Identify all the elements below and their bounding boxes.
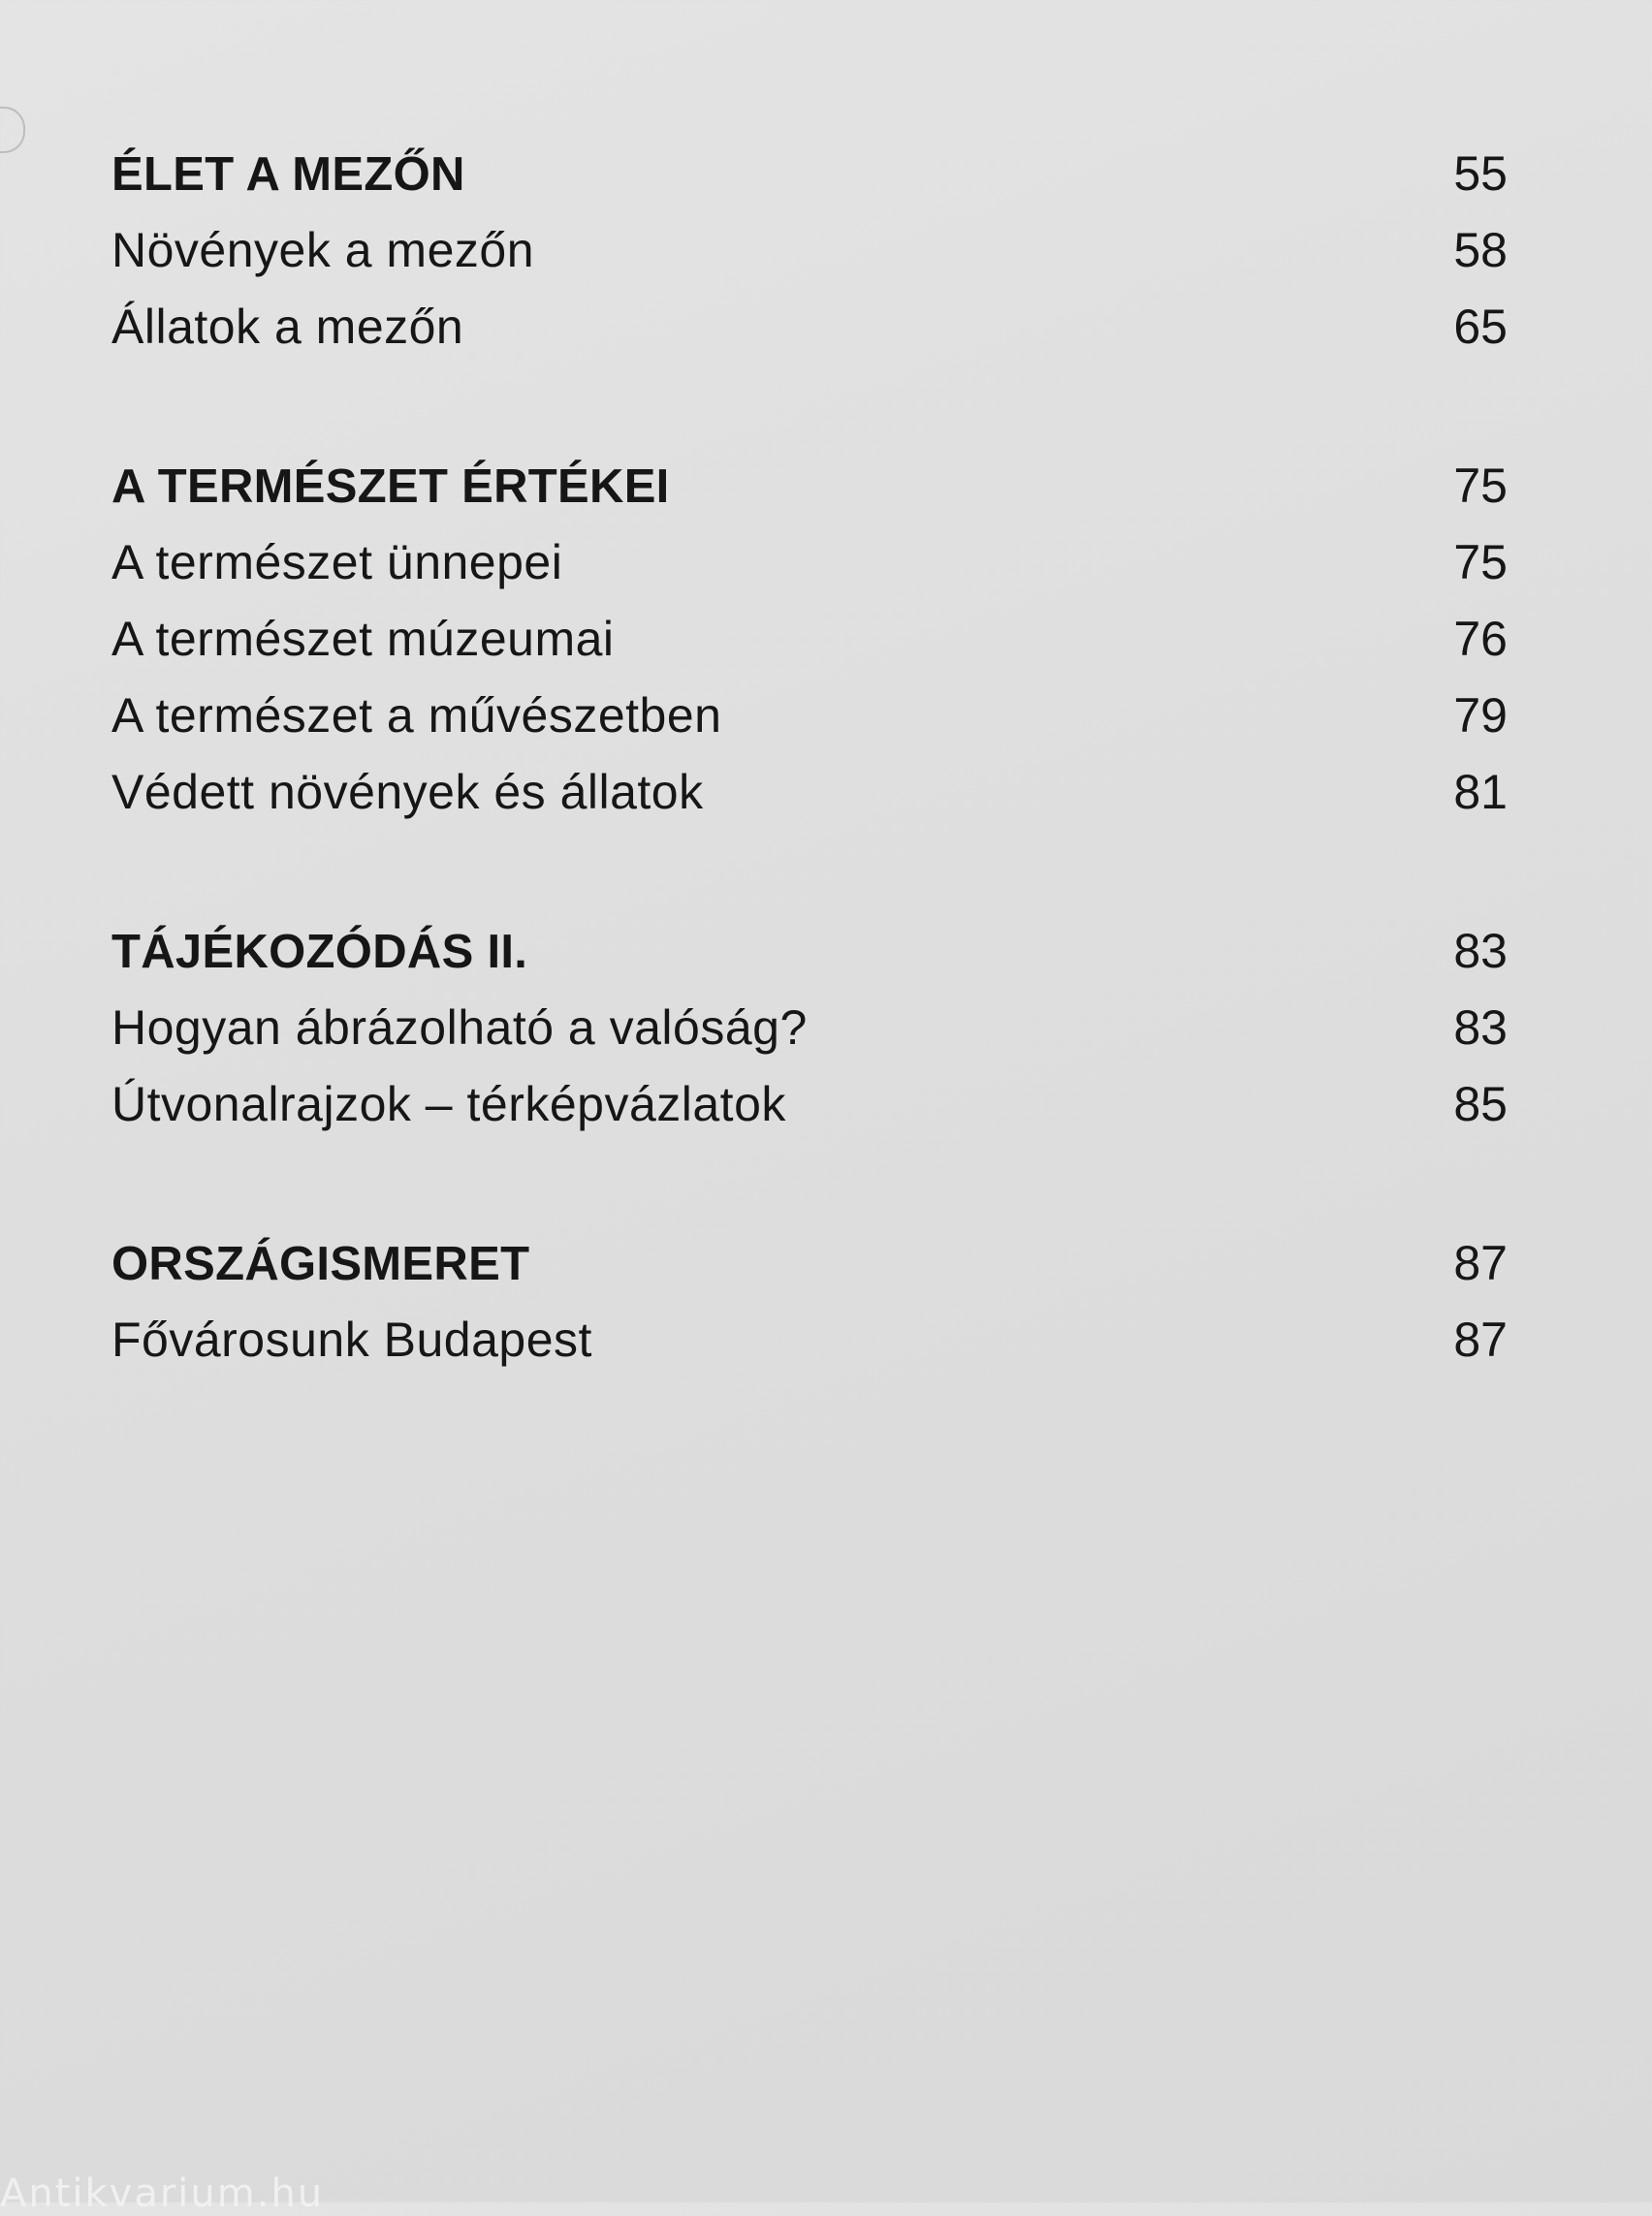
toc-entry: [111, 1312, 1508, 1388]
watermark-text: Antikvarium.hu: [0, 2171, 325, 2216]
toc-entry-title: A természet a művészetben: [111, 688, 722, 743]
toc-page-number: 76: [1453, 612, 1508, 666]
toc-entry-title: A természet múzeumai: [111, 612, 615, 666]
toc-entry: [111, 999, 1508, 1076]
toc-heading-title: A TERMÉSZET ÉRTÉKEI: [111, 460, 670, 513]
toc-page-number: 85: [1453, 1077, 1508, 1131]
toc-heading: [111, 145, 1508, 222]
toc-page-number: 58: [1453, 223, 1508, 277]
toc-entry: [111, 222, 1508, 299]
page-edge-mark: [0, 107, 25, 153]
toc-page-number: 87: [1453, 1313, 1508, 1367]
toc-section-a-termeszet-ertekei: [111, 458, 1508, 840]
toc-page-number: 87: [1453, 1236, 1508, 1290]
toc-entry-title: Védett növények és állatok: [111, 765, 704, 819]
toc-heading: [111, 923, 1508, 999]
toc-entry: [111, 687, 1508, 764]
toc-section-orszagismeret: [111, 1235, 1508, 1388]
toc-entry-title: Hogyan ábrázolható a valóság?: [111, 1000, 808, 1055]
toc-entry-title: Fővárosunk Budapest: [111, 1313, 592, 1367]
toc-entry-title: Növények a mezőn: [111, 223, 535, 277]
toc-heading: [111, 458, 1508, 534]
toc-entry: [111, 534, 1508, 611]
toc-entry: [111, 1076, 1508, 1153]
toc-entry-title: Állatok a mezőn: [111, 300, 464, 354]
toc-entry: [111, 611, 1508, 687]
toc-entry-title: A természet ünnepei: [111, 535, 563, 589]
toc-entry-title: Útvonalrajzok – térképvázlatok: [111, 1077, 786, 1131]
toc-page-number: 79: [1453, 688, 1508, 743]
toc-entry: [111, 764, 1508, 840]
toc-section-tajekozodas-ii: [111, 923, 1508, 1153]
toc-heading: [111, 1235, 1508, 1312]
table-of-contents: [111, 145, 1508, 1471]
toc-heading-title: ÉLET A MEZŐN: [111, 148, 465, 201]
toc-page-number: 83: [1453, 1000, 1508, 1055]
toc-page-number: 55: [1453, 146, 1508, 201]
toc-heading-title: ORSZÁGISMERET: [111, 1238, 530, 1290]
toc-page-number: 81: [1453, 765, 1508, 819]
toc-section-elet-a-mezon: [111, 145, 1508, 375]
toc-heading-title: TÁJÉKOZÓDÁS II.: [111, 926, 528, 978]
toc-page-number: 65: [1453, 300, 1508, 354]
toc-page-number: 83: [1453, 924, 1508, 978]
toc-entry: [111, 299, 1508, 375]
toc-page-number: 75: [1453, 535, 1508, 589]
toc-page-number: 75: [1453, 459, 1508, 513]
